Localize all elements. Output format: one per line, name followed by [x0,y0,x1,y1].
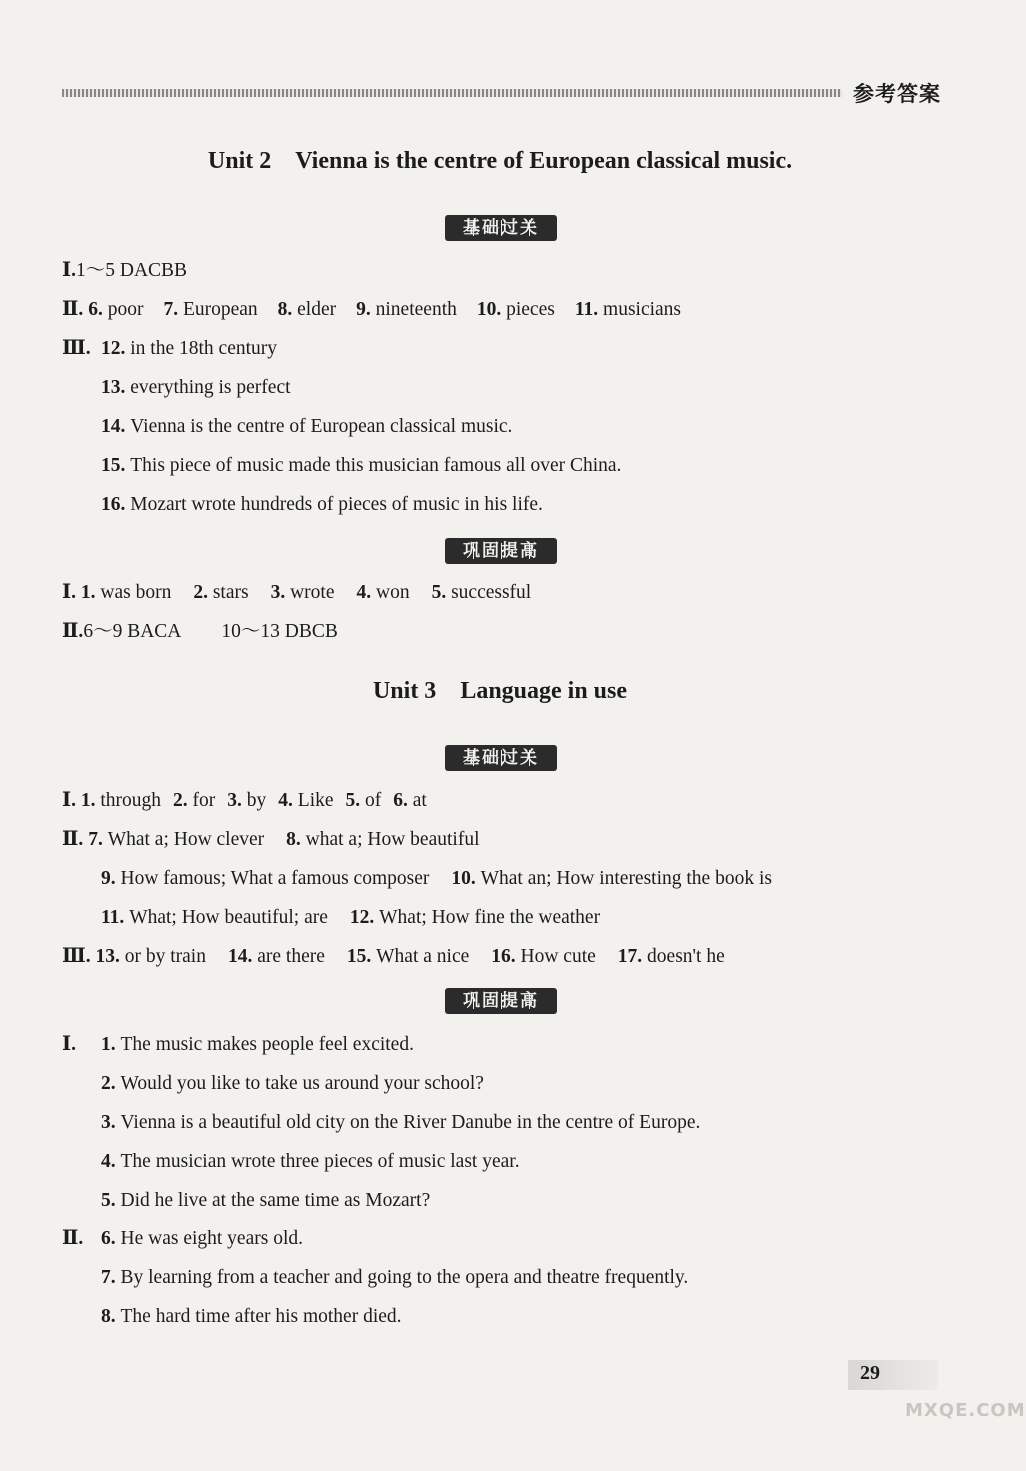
roman-numeral: Ⅰ. [62,1034,76,1055]
item-number: 6. [88,299,108,320]
item-text: How cute [520,946,596,967]
answer-item [350,907,600,928]
item-number: 3. [270,582,291,603]
item-text: What a nice [376,946,470,967]
item-text: everything is perfect [130,377,291,398]
answer-item [101,1228,303,1249]
roman-numeral: Ⅰ. [62,582,76,603]
item-number: 13. [95,946,125,967]
unit2-part-iii-label [62,336,91,362]
item-text: what a; How beautiful [305,829,480,850]
answer-item [163,299,257,320]
answer-line [101,492,543,518]
item-text: for [192,790,216,811]
item-text: Vienna is a beautiful old city on the River Danube in the centre of Europe. [120,1112,701,1133]
answer-line [101,1032,414,1058]
item-number: 2. [173,790,193,811]
header-rule [62,89,842,97]
item-number: 7. [163,299,183,320]
item-number: 9. [101,868,121,889]
item-number: 4. [356,582,376,603]
unit2-b-part-i [62,580,531,606]
item-text: stars [212,582,249,603]
item-text: This piece of music made this musician famous all over China. [130,455,622,476]
answer-line [101,1110,700,1136]
answer-item [101,1112,700,1133]
unit2-section-basic [445,215,557,241]
item-text: or by train [124,946,206,967]
item-number: 14. [101,416,131,437]
roman-numeral: Ⅰ. [62,790,76,811]
answer-item [575,299,681,320]
item-text: are there [257,946,325,967]
answer-line [101,414,512,440]
item-number: 7. [88,829,108,850]
item-text: He was eight years old. [120,1228,303,1249]
answer-item [173,790,215,811]
item-number: 15. [346,946,377,967]
item-text: Vienna is the centre of European classical music. [130,416,513,437]
answer-item [193,582,248,603]
item-number: 6. [393,790,413,811]
answer-item [101,1267,688,1288]
item-number: 5. [431,582,452,603]
answer-item [96,946,206,967]
item-text: in the 18th century [130,338,278,359]
answer-item [81,582,171,603]
answer-item [618,946,725,967]
header-title: 参考答案 [853,82,941,106]
answer-line [101,453,621,479]
section-label-text: 巩固提高 [463,991,539,1011]
item-number: 2. [101,1073,121,1094]
answer-item [227,790,266,811]
unit2-title-number: Unit 2 [207,148,272,174]
item-text: won [375,582,410,603]
watermark-logo: MXQE.COM [905,1400,1026,1421]
item-number: 9. [356,299,376,320]
section-label-text: 基础过关 [463,218,539,238]
unit2-title [0,148,1000,175]
item-number: 11. [574,299,604,320]
item-number: 8. [101,1306,121,1327]
section-label-text: 巩固提高 [463,541,539,561]
item-number: 1. [101,1034,121,1055]
item-text: Would you like to take us around your school? [120,1073,484,1094]
page-number: 29 [860,1362,880,1384]
item-text: elder [297,299,337,320]
item-number: 5. [101,1190,121,1211]
item-text: The music makes people feel excited. [120,1034,414,1055]
unit3-title [0,678,1000,705]
item-text: wrote [290,582,335,603]
item-text: What an; How interesting the book is [480,868,772,889]
answer-item [347,946,469,967]
item-number: 13. [101,377,131,398]
item-number: 12. [349,907,380,928]
item-text: How famous; What a famous composer [120,868,430,889]
item-text: European [182,299,258,320]
item-text: nineteenth [375,299,457,320]
answer-line [101,1149,520,1175]
item-number: 8. [286,829,306,850]
answer-line [101,1071,484,1097]
item-number: 7. [101,1267,121,1288]
answer-item [101,455,621,476]
answer-item [286,829,479,850]
item-number: 1. [80,582,101,603]
item-text: By learning from a teacher and going to the opera and theatre frequently. [120,1267,689,1288]
item-text: The musician wrote three pieces of music last year. [120,1151,520,1172]
unit3-title-text: Language in use [460,678,628,704]
item-number: 12. [101,338,131,359]
item-text: successful [451,582,532,603]
unit3-title-number: Unit 3 [372,678,437,704]
answer-text: 1～5 DACBB [76,260,188,281]
roman-numeral: Ⅱ. [62,1228,84,1249]
item-text: by [246,790,267,811]
answer-line [101,1304,402,1330]
unit3-part-i [62,788,427,814]
answer-item [101,1190,430,1211]
answer-item [356,582,409,603]
answer-line [101,1265,688,1291]
answer-item [278,299,336,320]
item-number: 6. [101,1228,121,1249]
item-number: 11. [101,907,130,928]
item-number: 3. [101,1112,121,1133]
unit3-section-basic [445,745,557,771]
roman-numeral: Ⅱ. [62,829,84,850]
answer-item [432,582,532,603]
answer-item [101,494,543,515]
answer-item [101,1151,520,1172]
unit2-title-text: Vienna is the centre of European classical music. [295,148,793,174]
answer-item [101,338,277,359]
item-number: 1. [80,790,101,811]
item-number: 16. [491,946,521,967]
item-text: of [365,790,382,811]
item-number: 15. [101,455,131,476]
item-number: 2. [193,582,213,603]
item-text: was born [100,582,172,603]
unit2-part-i [62,258,187,284]
answer-item [491,946,596,967]
item-text: poor [107,299,144,320]
roman-numeral: Ⅰ. [62,260,76,281]
roman-numeral: Ⅲ. [62,946,91,967]
unit3-part-ii-row2 [101,866,772,892]
answer-text: 6～9 BACA [83,621,182,642]
unit3-part-ii-row1 [62,827,479,853]
answer-line [101,375,291,401]
item-number: 16. [101,494,131,515]
section-label-text: 基础过关 [463,748,539,768]
answer-text: 10～13 DBCB [221,621,338,642]
answer-item [271,582,335,603]
answer-item [346,790,382,811]
item-number: 5. [345,790,366,811]
unit3-section-advanced [445,988,557,1014]
item-text: Like [297,790,334,811]
answer-line [101,1226,303,1252]
answer-item [81,790,161,811]
unit3-b-part-ii-label [62,1226,83,1252]
answer-item [88,299,143,320]
unit3-part-iii [62,944,725,970]
item-text: at [412,790,427,811]
item-text: through [100,790,162,811]
item-text: Did he live at the same time as Mozart? [120,1190,431,1211]
item-number: 4. [101,1151,121,1172]
item-text: musicians [603,299,682,320]
item-text: What; How beautiful; are [129,907,328,928]
item-number: 10. [451,868,481,889]
answer-item [101,907,328,928]
answer-line [101,1188,430,1214]
answer-item [356,299,457,320]
item-text: pieces [506,299,555,320]
roman-numeral: Ⅱ. [62,621,84,642]
answer-item [477,299,555,320]
answer-item [101,1034,414,1055]
item-text: The hard time after his mother died. [120,1306,402,1327]
answer-item [228,946,325,967]
answer-item [393,790,427,811]
answer-item [278,790,333,811]
answer-item [101,416,512,437]
unit2-section-advanced [445,538,557,564]
item-number: 3. [227,790,247,811]
answer-item [101,1306,402,1327]
answer-item [101,1073,484,1094]
item-number: 14. [227,946,258,967]
roman-numeral: Ⅲ. [62,338,91,359]
answer-line [101,336,277,362]
unit2-b-part-ii [62,619,338,645]
item-number: 17. [617,946,648,967]
item-text: doesn't he [647,946,725,967]
answer-item [451,868,772,889]
unit3-b-part-i-label [62,1032,76,1058]
answer-item [101,377,291,398]
answer-item [88,829,264,850]
item-number: 8. [277,299,298,320]
item-number: 4. [278,790,298,811]
item-text: What; How fine the weather [379,907,601,928]
unit3-part-ii-row3 [101,905,600,931]
roman-numeral: Ⅱ. [62,299,84,320]
unit2-part-ii [62,297,681,323]
item-text: What a; How clever [107,829,265,850]
answer-item [101,868,429,889]
item-text: Mozart wrote hundreds of pieces of music in his life. [130,494,543,515]
item-number: 10. [476,299,507,320]
